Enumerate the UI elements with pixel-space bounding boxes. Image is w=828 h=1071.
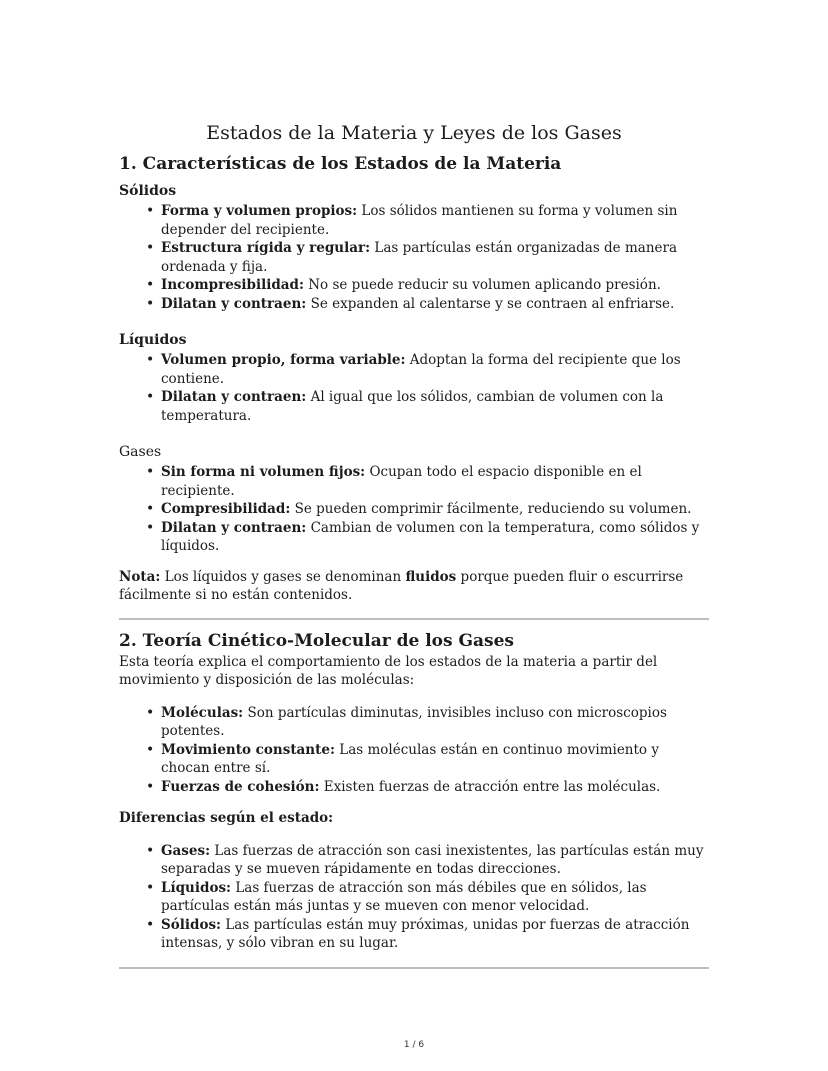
list-item: • Gases: Las fuerzas de atracción son casi inexistentes, las partículas están muy separadas y se mueven rápidamente en todas direcciones. xyxy=(161,842,709,879)
solidos-list xyxy=(119,202,709,313)
document-page xyxy=(119,118,709,969)
section-1-heading: 1. Características de los Estados de la Materia xyxy=(119,154,562,174)
section-2-heading: 2. Teoría Cinético-Molecular de los Gases xyxy=(119,630,514,651)
page-number: 1 / 6 xyxy=(403,1040,425,1050)
list-item: • Sin forma ni volumen fijos: Ocupan todo el espacio disponible en el recipiente. xyxy=(161,463,709,500)
section-divider xyxy=(119,618,709,620)
solidos-heading: Sólidos xyxy=(119,183,177,199)
differences-heading: Diferencias según el estado: xyxy=(119,810,334,826)
list-item: • Dilatan y contraen: Se expanden al calentarse y se contraen al enfriarse. xyxy=(161,295,709,314)
list-item: • Forma y volumen propios: Los sólidos mantienen su forma y volumen sin depender del recipiente. xyxy=(161,202,709,239)
list-item: • Fuerzas de cohesión: Existen fuerzas de atracción entre las moléculas. xyxy=(161,778,709,797)
section-divider xyxy=(119,967,709,969)
list-item: • Dilatan y contraen: Al igual que los sólidos, cambian de volumen con la temperatura. xyxy=(161,388,709,425)
list-item: • Movimiento constante: Las moléculas están en continuo movimiento y chocan entre sí. xyxy=(161,741,709,778)
list-item: • Estructura rígida y regular: Las partículas están organizadas de manera ordenada y fija. xyxy=(161,239,709,276)
list-item: • Moléculas: Son partículas diminutas, invisibles incluso con microscopios potentes. xyxy=(161,704,709,741)
note-paragraph: Nota: Los líquidos y gases se denominan fluidos porque pueden fluir o escurrirse fácilmente si no están contenidos. xyxy=(119,568,684,603)
liquidos-list xyxy=(119,351,709,425)
liquidos-heading: Líquidos xyxy=(119,332,187,348)
list-item: • Volumen propio, forma variable: Adoptan la forma del recipiente que los contiene. xyxy=(161,351,709,388)
list-item: • Sólidos: Las partículas están muy próximas, unidas por fuerzas de atracción intensas, y sólo vibran en su lugar. xyxy=(161,916,709,953)
gases-heading: Gases xyxy=(119,444,162,460)
page-title: Estados de la Materia y Leyes de los Gases xyxy=(206,122,622,144)
list-item: • Líquidos: Las fuerzas de atracción son más débiles que en sólidos, las partículas están más juntas y se mueven con menor velocidad. xyxy=(161,879,709,916)
gases-list xyxy=(119,463,709,556)
list-item: • Dilatan y contraen: Cambian de volumen con la temperatura, como sólidos y líquidos. xyxy=(161,519,709,556)
list-item: • Incompresibilidad: No se puede reducir su volumen aplicando presión. xyxy=(161,276,709,295)
list-item: • Compresibilidad: Se pueden comprimir fácilmente, reduciendo su volumen. xyxy=(161,500,709,519)
differences-list xyxy=(119,842,709,953)
section-2-intro: Esta teoría explica el comportamiento de los estados de la materia a partir del movimiento y disposición de las moléculas: xyxy=(119,653,658,688)
theory-list xyxy=(119,704,709,797)
